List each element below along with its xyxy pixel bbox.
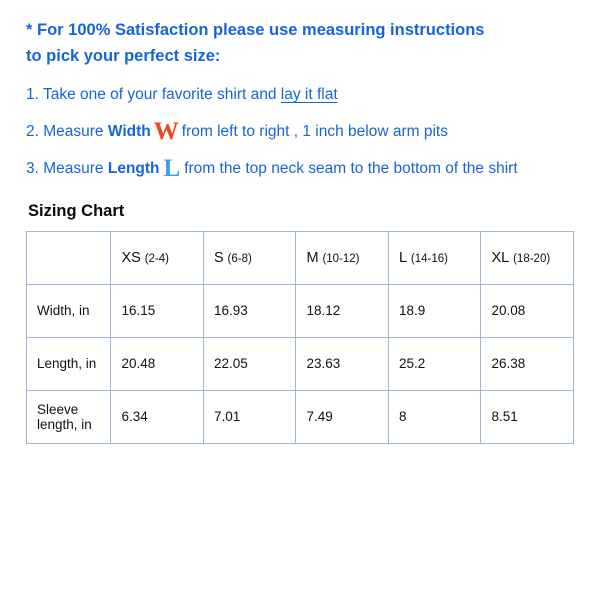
cell-length-l: 25.2: [388, 337, 481, 390]
column-header-m-range: (10-12): [322, 253, 360, 266]
column-header-s-range: (6-8): [227, 253, 252, 266]
step-1-underlined-text: lay it flat: [280, 86, 338, 104]
cell-sleeve-m: 7.49: [296, 390, 389, 443]
step-1-text-before: Take one of your favorite shirt and: [38, 86, 281, 104]
column-header-l-range: (14-16): [410, 253, 448, 266]
cell-length-s: 22.05: [203, 337, 296, 390]
sizing-chart-title: Sizing Chart: [28, 201, 125, 220]
row-label-length: Length, in: [27, 337, 111, 390]
column-header-xl-name: XL: [491, 250, 510, 267]
step-2-text-before: Measure: [38, 122, 108, 140]
cell-length-m: 23.63: [296, 337, 389, 390]
column-header-s-name: S: [213, 250, 224, 267]
column-header-xs: [111, 231, 204, 284]
step-3-text-after: from the top neck seam to the bottom of the shirt: [184, 159, 518, 177]
cell-width-xs: 16.15: [111, 284, 204, 337]
column-header-m-name: M: [306, 250, 319, 267]
sizing-chart-table: [26, 231, 574, 444]
column-header-xl: [481, 231, 574, 284]
step-3-text-before: Measure: [38, 159, 108, 177]
table-row: [27, 284, 574, 337]
cell-sleeve-xs: 6.34: [111, 390, 204, 443]
table-corner-cell: [27, 231, 111, 284]
cell-sleeve-xl: 8.51: [481, 390, 574, 443]
intro-paragraph: [26, 18, 574, 69]
row-label-sleeve-length: Sleeve length, in: [27, 390, 111, 443]
step-2: [26, 117, 574, 145]
step-1: [26, 83, 574, 108]
step-2-keyword: Width: [107, 122, 151, 140]
intro-line-1: * For 100% Satisfaction please use measuring instructions: [26, 21, 485, 39]
table-row: [27, 337, 574, 390]
length-marker-icon: L: [163, 154, 181, 182]
column-header-xs-name: XS: [121, 250, 141, 267]
step-3-number: 3.: [26, 159, 39, 177]
cell-length-xl: 26.38: [481, 337, 574, 390]
column-header-m: [296, 231, 389, 284]
column-header-xs-range: (2-4): [144, 253, 169, 266]
step-1-number: 1.: [26, 86, 39, 104]
table-row: [27, 390, 574, 443]
cell-length-xs: 20.48: [111, 337, 204, 390]
cell-width-xl: 20.08: [481, 284, 574, 337]
cell-sleeve-s: 7.01: [203, 390, 296, 443]
column-header-l: [388, 231, 481, 284]
cell-width-s: 16.93: [203, 284, 296, 337]
intro-line-2: to pick your perfect size:: [26, 46, 221, 65]
cell-sleeve-l: 8: [388, 390, 481, 443]
step-2-number: 2.: [26, 122, 39, 140]
column-header-l-name: L: [398, 250, 408, 267]
cell-width-m: 18.12: [296, 284, 389, 337]
cell-width-l: 18.9: [388, 284, 481, 337]
row-label-width: Width, in: [27, 284, 111, 337]
step-2-text-after: from left to right , 1 inch below arm pits: [181, 122, 448, 140]
step-3: [26, 154, 574, 182]
column-header-s: [203, 231, 296, 284]
column-header-xl-range: (18-20): [513, 253, 551, 266]
step-3-keyword: Length: [107, 159, 160, 177]
width-marker-icon: W: [153, 117, 179, 145]
table-header-row: [27, 231, 574, 284]
